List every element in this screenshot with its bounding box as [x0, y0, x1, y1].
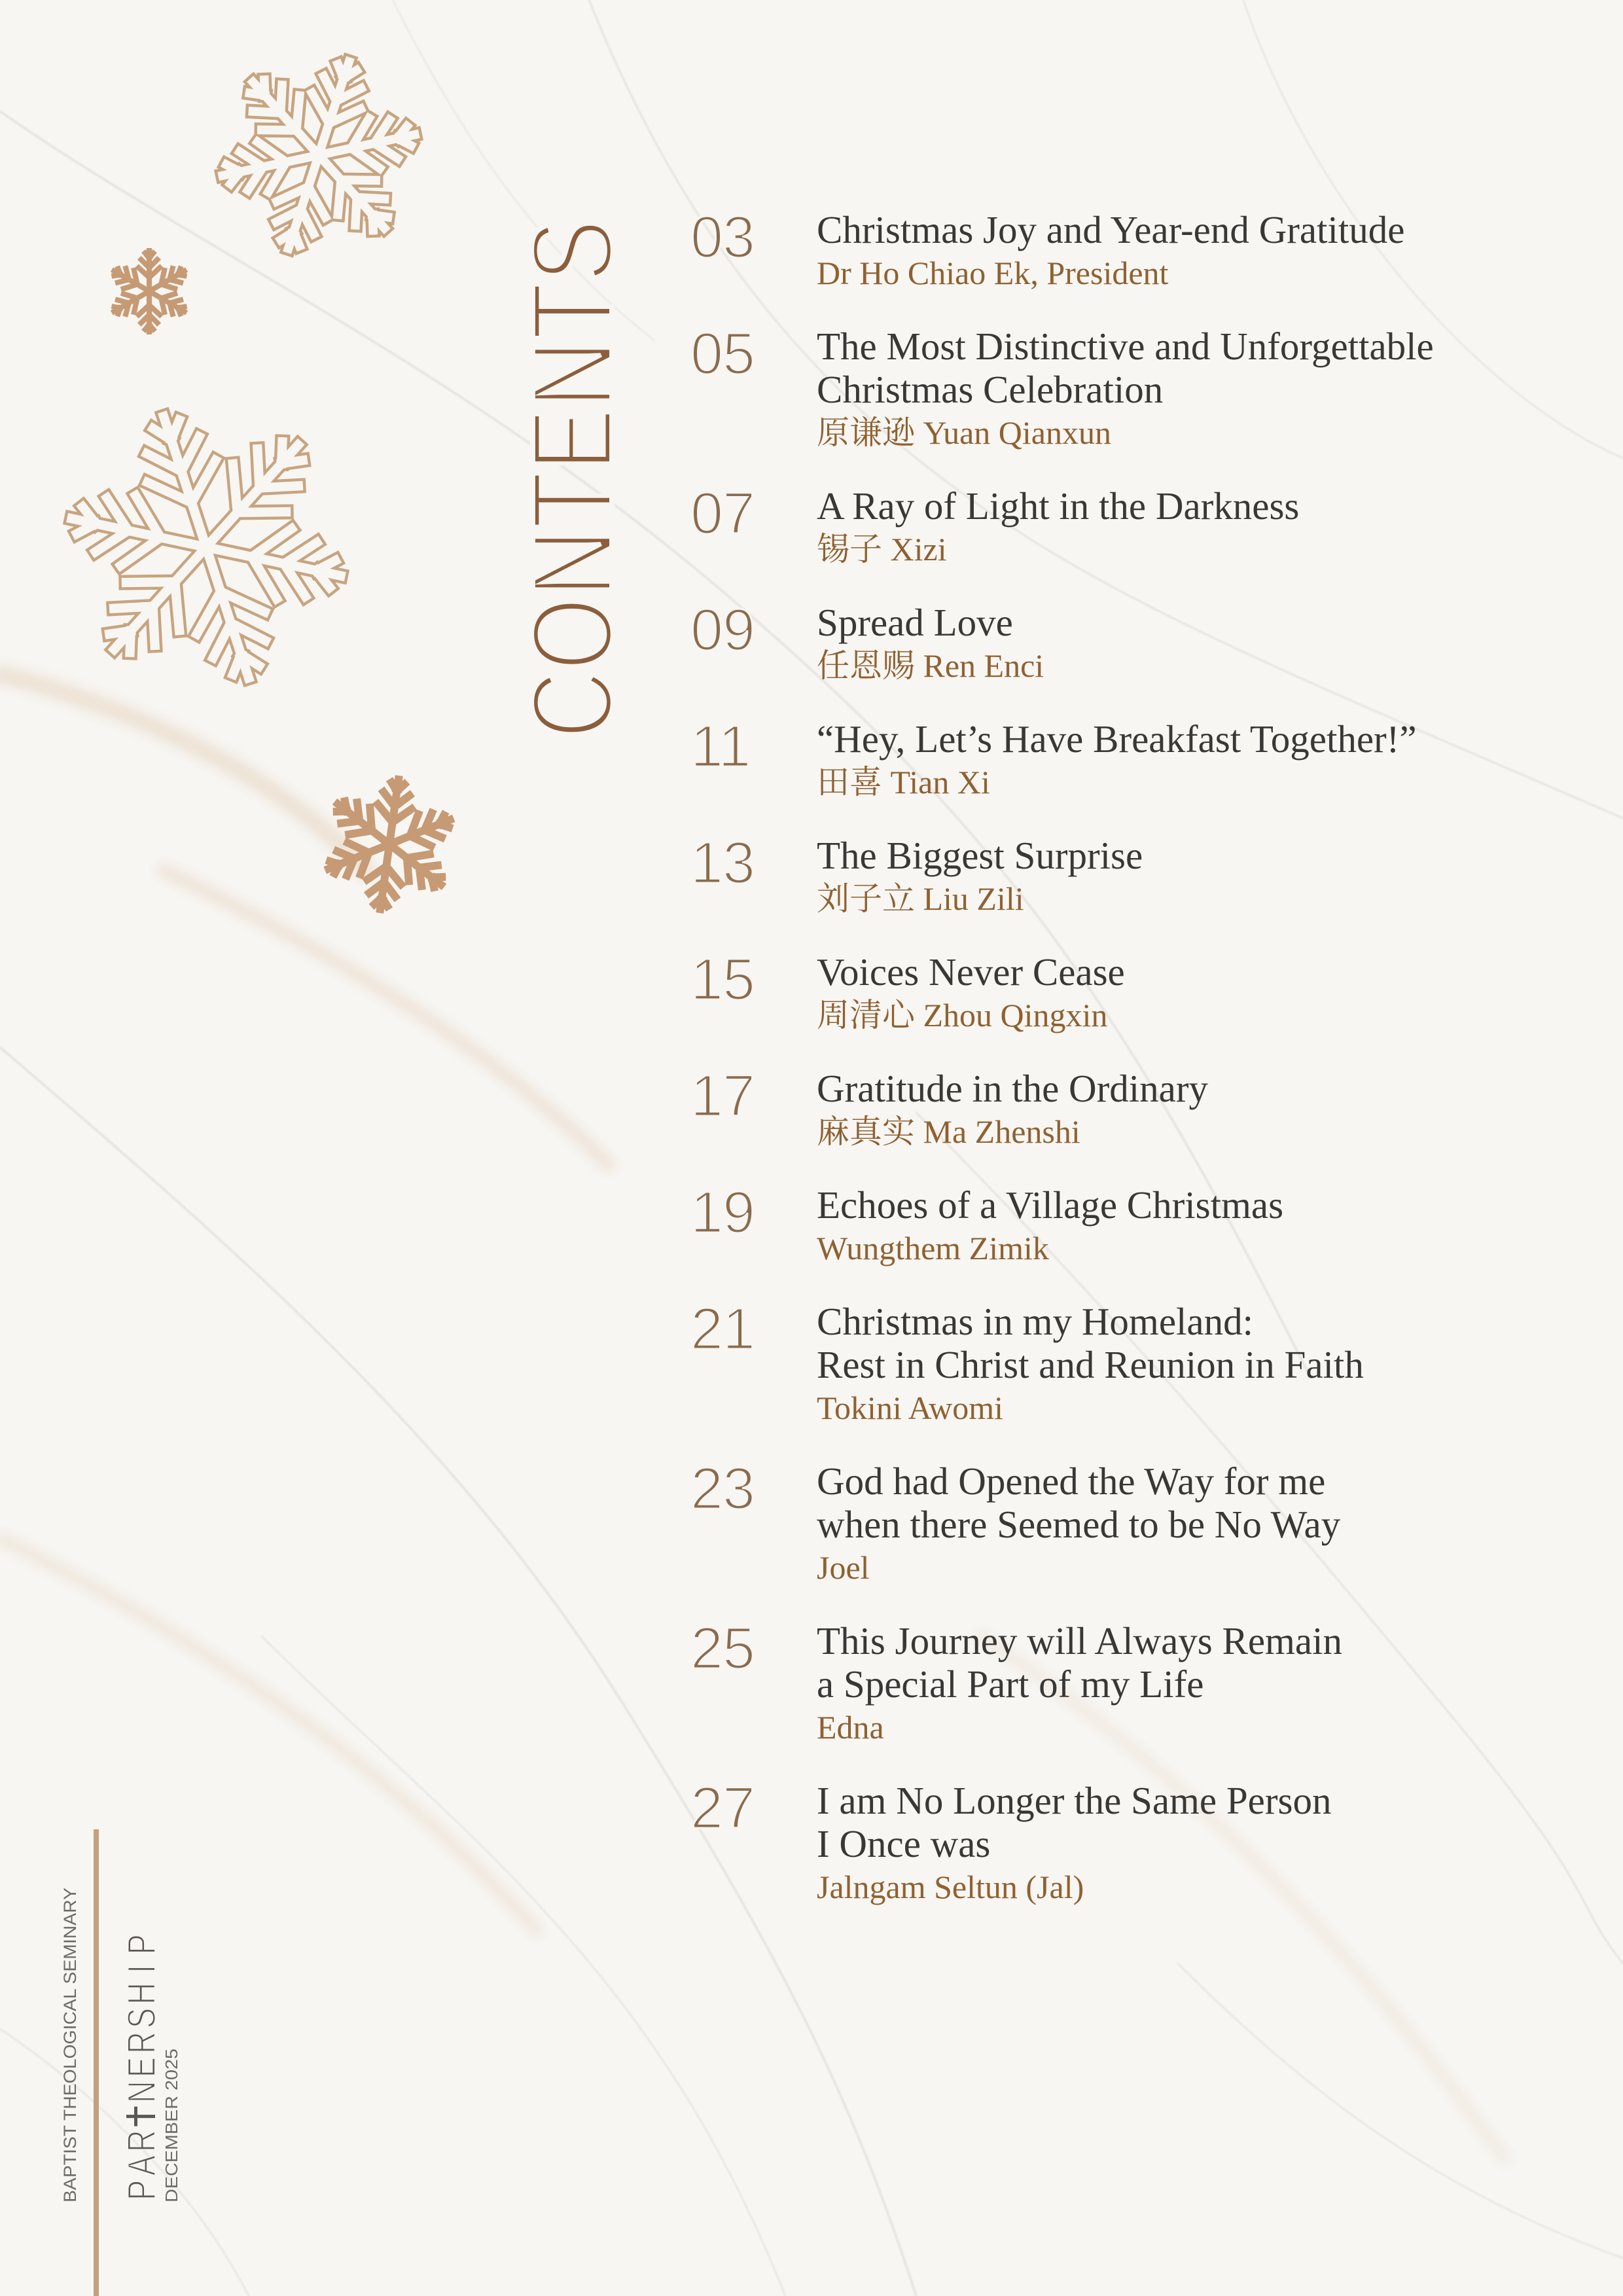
- entry-title: Rest in Christ and Reunion in Faith: [817, 1343, 1364, 1386]
- entry-text: [817, 1460, 1594, 1589]
- wordmark-letter: R: [120, 2032, 164, 2054]
- contents-entry: [690, 1064, 1594, 1153]
- wordmark-letter: I: [120, 1964, 164, 1973]
- entry-author: Dr Ho Chiao Ek, President: [817, 255, 1169, 291]
- entry-text: [817, 1300, 1594, 1429]
- contents-entry: [690, 598, 1594, 687]
- entry-text: [817, 834, 1594, 920]
- entry-title: God had Opened the Way for me: [817, 1460, 1326, 1503]
- page-number: 17: [690, 1064, 755, 1129]
- entry-title: The Biggest Surprise: [817, 834, 1143, 877]
- contents-entry: [690, 831, 1594, 920]
- entry-title: A Ray of Light in the Darkness: [817, 484, 1300, 528]
- page-number: 21: [690, 1297, 755, 1362]
- entry-author: 麻真实 Ma Zhenshi: [817, 1113, 1080, 1150]
- entry-title: This Journey will Always Remain: [817, 1619, 1342, 1662]
- contents-entry: [690, 205, 1594, 295]
- page-number: 11: [690, 714, 751, 780]
- page-number: 07: [690, 481, 755, 547]
- page-number: 25: [690, 1616, 755, 1681]
- entry-author: 原谦逊 Yuan Qianxun: [817, 414, 1111, 451]
- entry-author: 周清心 Zhou Qingxin: [817, 997, 1108, 1033]
- wordmark-letter: P: [120, 1934, 164, 1955]
- page-number: 27: [690, 1776, 755, 1841]
- contents-list: [690, 205, 1594, 1939]
- entry-text: [817, 1779, 1594, 1909]
- entry-title: when there Seemed to be No Way: [817, 1503, 1341, 1546]
- marble-vein: [1178, 1964, 1623, 2258]
- partnership-wordmark: [120, 1934, 164, 2200]
- page-number: 09: [690, 598, 755, 663]
- entry-author: Tokini Awomi: [817, 1390, 1003, 1426]
- entry-title: I am No Longer the Same Person: [817, 1779, 1332, 1822]
- entry-text: [817, 601, 1594, 687]
- page-number: 13: [690, 831, 755, 896]
- entry-title: The Most Distinctive and Unforgettable: [817, 325, 1434, 368]
- contents-entry: [690, 1180, 1594, 1270]
- page-number: 15: [690, 947, 755, 1013]
- wordmark-letter: E: [120, 2056, 164, 2078]
- entry-author: Wungthem Zimik: [817, 1230, 1049, 1266]
- page-title-graphic: [508, 105, 637, 753]
- contents-entry: [690, 714, 1594, 804]
- entry-author: Jalngam Seltun (Jal): [817, 1869, 1084, 1905]
- organization-name: BAPTIST THEOLOGICAL SEMINARY: [60, 1902, 80, 2202]
- page-number: 03: [690, 205, 755, 270]
- snowflake-icon: [196, 31, 442, 279]
- contents-entry: [690, 321, 1594, 454]
- cross-icon: [126, 2107, 155, 2126]
- entry-author: 刘子立 Liu Zili: [817, 880, 1024, 917]
- entry-title: a Special Part of my Life: [817, 1662, 1204, 1706]
- snowflake-icon: [33, 374, 379, 721]
- snowflake-decorations: [0, 0, 524, 982]
- wordmark-letter: R: [120, 2130, 164, 2153]
- contents-entry: [690, 1616, 1594, 1749]
- entry-text: [817, 1619, 1594, 1749]
- accent-bar: [94, 1829, 99, 2296]
- issue-date: DECEMBER 2025: [162, 2063, 181, 2202]
- entry-author: 田喜 Tian Xi: [817, 764, 990, 800]
- entry-text: [817, 325, 1594, 454]
- entry-author: Edna: [817, 1709, 884, 1746]
- contents-entry: [690, 1776, 1594, 1909]
- contents-entry: [690, 1297, 1594, 1429]
- entry-author: 任恩赐 Ren Enci: [817, 647, 1044, 684]
- entry-author: 锡子 Xizi: [817, 531, 947, 567]
- wordmark-letter: P: [120, 2179, 164, 2200]
- wordmark-letter: A: [120, 2155, 164, 2176]
- entry-title: Echoes of a Village Christmas: [817, 1183, 1284, 1227]
- contents-entry: [690, 481, 1594, 571]
- entry-title: I Once was: [817, 1822, 991, 1865]
- entry-text: [817, 1183, 1594, 1270]
- contents-entry: [690, 1456, 1594, 1589]
- page-number: 19: [690, 1180, 755, 1246]
- page-title: CONTENTS: [508, 105, 637, 739]
- wordmark-letter: S: [120, 2007, 164, 2029]
- entry-title: “Hey, Let’s Have Breakfast Together!”: [817, 717, 1417, 761]
- entry-author: Joel: [817, 1549, 870, 1586]
- entry-text: [817, 1067, 1594, 1153]
- snowflake-icon: [315, 770, 463, 918]
- entry-text: [817, 950, 1594, 1037]
- entry-title: Spread Love: [817, 601, 1013, 644]
- entry-text: [817, 484, 1594, 571]
- entry-title: Gratitude in the Ordinary: [817, 1067, 1209, 1110]
- entry-title: Christmas in my Homeland:: [817, 1300, 1253, 1343]
- snowflake-icon: [109, 251, 190, 332]
- entry-text: [817, 717, 1594, 804]
- entry-text: [817, 208, 1594, 295]
- entry-title: Christmas Celebration: [817, 368, 1164, 411]
- page-number: 23: [690, 1456, 755, 1522]
- contents-entry: [690, 947, 1594, 1037]
- page-number: 05: [690, 321, 755, 387]
- wordmark-letter: N: [120, 2081, 164, 2103]
- wordmark-letter: H: [120, 1982, 164, 2005]
- publication-footer: [0, 1767, 275, 2296]
- entry-title: Christmas Joy and Year-end Gratitude: [817, 208, 1405, 251]
- entry-title: Voices Never Cease: [817, 950, 1125, 994]
